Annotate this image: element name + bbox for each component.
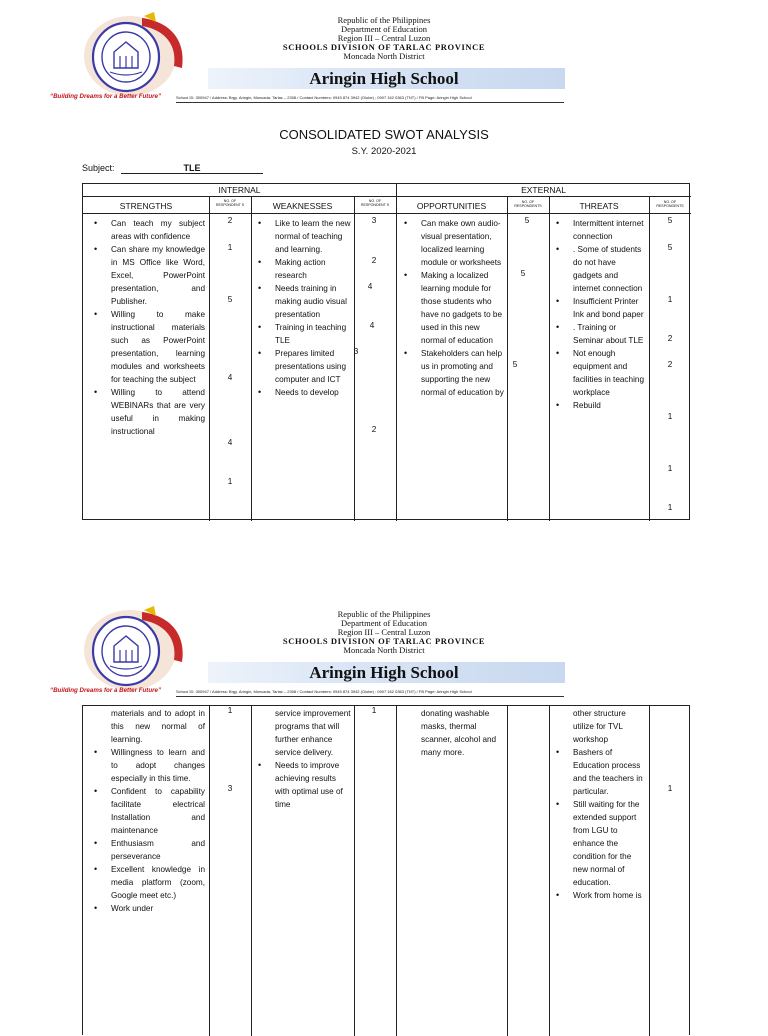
list-item: • Confident to capability facilitate electrical Installation and maintenance bbox=[111, 785, 205, 837]
list-item: • Insufficient Printer Ink and bond paper bbox=[573, 295, 647, 321]
threats-cell bbox=[573, 217, 647, 412]
opportunities-cell bbox=[421, 217, 505, 399]
page-gap bbox=[0, 530, 768, 598]
list-item: • Not enough equipment and facilities in teaching workplace bbox=[573, 347, 647, 399]
strengths-count: 1 bbox=[227, 706, 233, 715]
strengths-count: 2 bbox=[227, 216, 233, 225]
list-item: • Can make own audio-visual presentation, localized learning module or worksheets bbox=[421, 217, 505, 269]
document-page-2 bbox=[0, 598, 768, 1024]
district-line: Moncada North District bbox=[343, 645, 425, 655]
republic-line: Republic of the Philippines bbox=[337, 609, 431, 619]
list-item: • Can teach my subject areas with confidence bbox=[111, 217, 205, 243]
list-item: • Work under bbox=[111, 902, 205, 915]
threats-count: 5 bbox=[667, 243, 673, 252]
threats-count: 1 bbox=[667, 412, 673, 421]
weaknesses-count: 4 bbox=[367, 282, 373, 291]
weaknesses-count: 3 bbox=[353, 347, 359, 356]
strengths-count: 5 bbox=[227, 295, 233, 304]
list-item: • Willing to make instructional materials such as PowerPoint presentation, learning modules and worksheets for teaching the subject bbox=[111, 308, 205, 386]
threats-count: 1 bbox=[667, 464, 673, 473]
swot-table-page-2 bbox=[82, 705, 690, 1035]
subject-field bbox=[82, 163, 263, 174]
threats-count: 2 bbox=[667, 360, 673, 369]
weaknesses-count: 1 bbox=[371, 706, 377, 715]
strengths-count: 3 bbox=[227, 784, 233, 793]
swot-table-page-1 bbox=[82, 183, 690, 520]
list-item: other structure utilize for TVL workshop bbox=[573, 709, 626, 744]
contact-info: School ID: 300947 / Address: Brgy. Aringin, Moncada, Tarlac – 2308 / Contact Numbers: 0945 874 3942 (Globe) ; 0907 162 0363 (TNT) / FB Page: Aringin High School bbox=[176, 689, 472, 694]
threats-count: 5 bbox=[667, 216, 673, 225]
threats-count: 1 bbox=[667, 295, 673, 304]
list-item: materials and to adopt in this new normal of learning. bbox=[111, 709, 205, 744]
department-line: Department of Education bbox=[341, 24, 427, 34]
subject-value: TLE bbox=[121, 163, 263, 174]
threats-count: 1 bbox=[667, 784, 673, 793]
list-item: • Excellent knowledge in media platform (zoom, Google meet etc.) bbox=[111, 863, 205, 902]
strengths-count: 1 bbox=[227, 243, 233, 252]
list-item: • Needs to improve achieving results with optimal use of time bbox=[275, 759, 351, 811]
list-item: • Prepares limited presentations using computer and ICT bbox=[275, 347, 351, 386]
threats-cell bbox=[573, 707, 647, 902]
weaknesses-cell bbox=[275, 707, 351, 811]
list-item: • Training in teaching TLE bbox=[275, 321, 351, 347]
division-line: SCHOOLS DIVISION OF TARLAC PROVINCE bbox=[282, 636, 486, 646]
weaknesses-count: 2 bbox=[371, 256, 377, 265]
col-respondents-opportunities: NO. OF RESPONDENTS bbox=[514, 200, 542, 209]
opportunities-cell bbox=[421, 707, 505, 759]
threats-count: 1 bbox=[667, 503, 673, 512]
strengths-count: 4 bbox=[227, 438, 233, 447]
opportunities-count: 5 bbox=[520, 269, 526, 278]
list-item: • Stakeholders can help us in promoting and supporting the new normal of education by bbox=[421, 347, 505, 399]
subject-label: Subject: bbox=[82, 163, 115, 173]
opportunities-count: 5 bbox=[524, 216, 530, 225]
list-item: • Work from home is bbox=[573, 889, 647, 902]
group-external: EXTERNAL bbox=[521, 185, 566, 195]
list-item: • Willingness to learn and to adopt changes especially in this time. bbox=[111, 746, 205, 785]
list-item: • Can share my knowledge in MS Office like Word, Excel, PowerPoint presentation, and Publisher. bbox=[111, 243, 205, 308]
list-item: donating washable masks, thermal scanner, alcohol and many more. bbox=[421, 709, 497, 757]
list-item: • Needs to develop bbox=[275, 386, 351, 399]
contact-info: School ID: 300947 / Address: Brgy. Aringin, Moncada, Tarlac – 2308 / Contact Numbers: 0945 874 3942 (Globe) ; 0907 162 0363 (TNT) / FB Page: Aringin High School bbox=[176, 95, 472, 100]
list-item: • Still waiting for the extended support from LGU to enhance the condition for the new normal of education. bbox=[573, 798, 647, 889]
col-respondents-weaknesses: NO. OF RESPONDENT S bbox=[360, 199, 390, 208]
strengths-cell bbox=[111, 217, 205, 438]
col-opportunities: OPPORTUNITIES bbox=[416, 201, 487, 211]
region-line: Region III – Central Luzon bbox=[337, 33, 431, 43]
list-item: • . Some of students do not have gadgets and internet connection bbox=[573, 243, 647, 295]
list-item: service improvement programs that will further enhance service delivery. bbox=[275, 709, 351, 757]
document-title: CONSOLIDATED SWOT ANALYSIS bbox=[279, 127, 489, 142]
weaknesses-count: 2 bbox=[371, 425, 377, 434]
list-item: • Willing to attend WEBINARs that are very useful in making instructional bbox=[111, 386, 205, 438]
region-line: Region III – Central Luzon bbox=[337, 627, 431, 637]
col-respondents-strengths: NO. OF RESPONDENT S bbox=[215, 199, 245, 208]
list-item: • . Training or Seminar about TLE bbox=[573, 321, 647, 347]
list-item: • Bashers of Education process and the teachers in particular. bbox=[573, 746, 647, 798]
list-item: • Making a localized learning module for those students who have no gadgets to be used in this new normal of education bbox=[421, 269, 505, 347]
list-item: • Rebuild bbox=[573, 399, 647, 412]
list-item: • Needs training in making audio visual presentation bbox=[275, 282, 351, 321]
school-year: S.Y. 2020-2021 bbox=[351, 146, 417, 157]
strengths-count: 4 bbox=[227, 373, 233, 382]
school-name: Aringin High School bbox=[309, 663, 459, 682]
department-line: Department of Education bbox=[341, 618, 427, 628]
col-threats: THREATS bbox=[579, 201, 619, 211]
header-lines bbox=[0, 16, 768, 61]
strengths-count: 1 bbox=[227, 477, 233, 486]
col-weaknesses: WEAKNESSES bbox=[272, 201, 333, 211]
list-item: • Making action research bbox=[275, 256, 351, 282]
district-line: Moncada North District bbox=[343, 51, 425, 61]
division-line: SCHOOLS DIVISION OF TARLAC PROVINCE bbox=[282, 42, 486, 52]
school-motto: “Building Dreams for a Better Future” bbox=[50, 93, 162, 100]
school-motto: “Building Dreams for a Better Future” bbox=[50, 687, 162, 694]
list-item: • Enthusiasm and perseverance bbox=[111, 837, 205, 863]
strengths-cell bbox=[111, 707, 205, 915]
group-internal: INTERNAL bbox=[218, 185, 261, 195]
school-name: Aringin High School bbox=[309, 69, 459, 88]
threats-count: 2 bbox=[667, 334, 673, 343]
col-respondents-threats: NO. OF RESPONDENTS bbox=[656, 200, 684, 209]
list-item: • Like to learn the new normal of teaching and learning. bbox=[275, 217, 351, 256]
col-strengths: STRENGTHS bbox=[119, 201, 173, 211]
republic-line: Republic of the Philippines bbox=[337, 15, 431, 25]
opportunities-count: 5 bbox=[512, 360, 518, 369]
header-rule bbox=[176, 696, 564, 697]
header-lines bbox=[0, 610, 768, 655]
header-rule bbox=[176, 102, 564, 103]
weaknesses-count: 4 bbox=[369, 321, 375, 330]
list-item: • Intermittent internet connection bbox=[573, 217, 647, 243]
weaknesses-count: 3 bbox=[371, 216, 377, 225]
weaknesses-cell bbox=[275, 217, 351, 399]
